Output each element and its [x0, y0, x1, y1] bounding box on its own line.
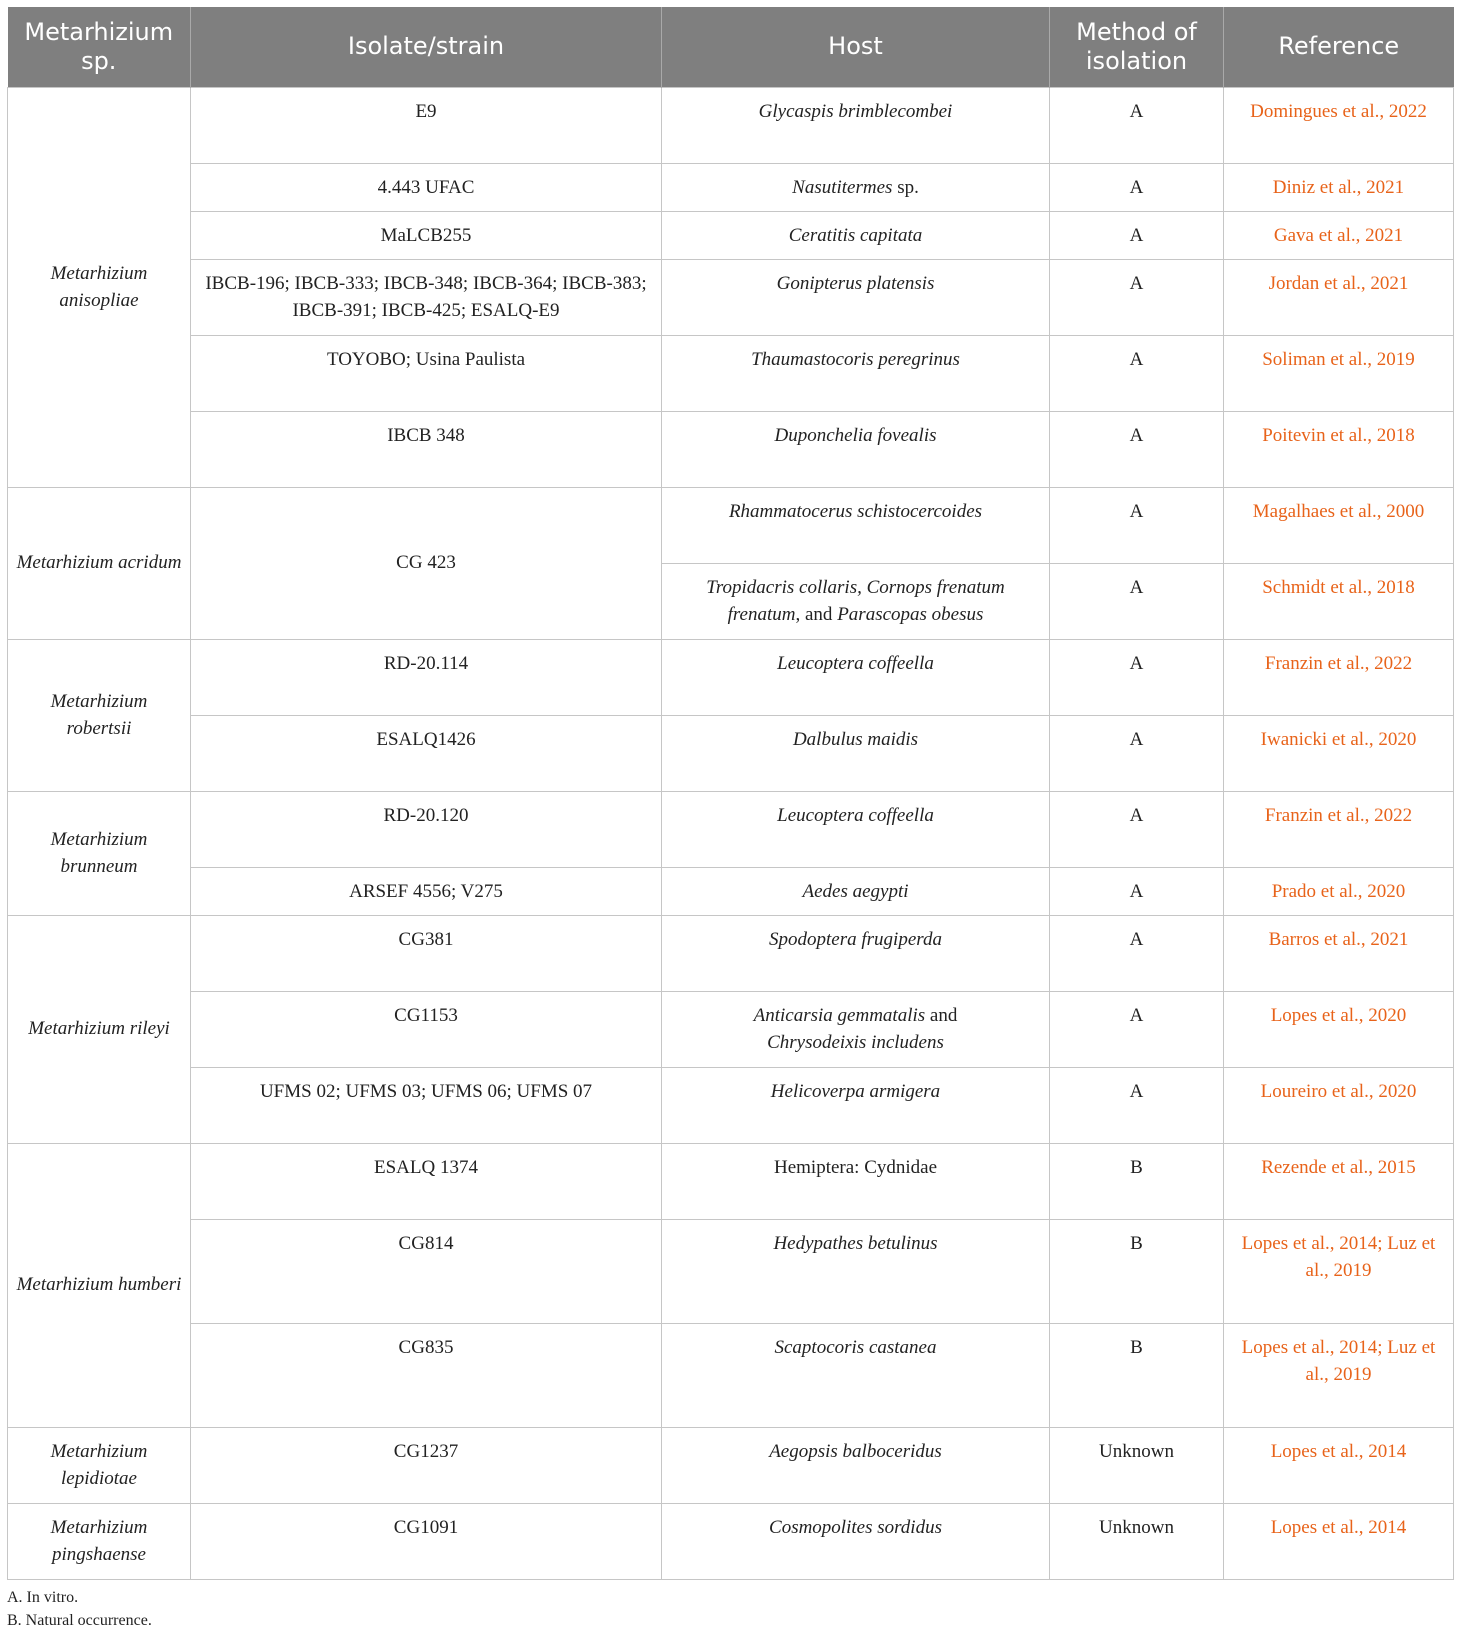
isolate-cell: E9: [191, 87, 662, 163]
host-species-a: Anticarsia gemmatalis: [753, 1004, 926, 1026]
host-species-a: Tropidacris collaris, Cornops frenatum frenatum: [706, 576, 1005, 625]
host-cell: Duponchelia fovealis: [662, 411, 1050, 487]
isolate-cell: MaLCB255: [191, 211, 662, 259]
reference-link[interactable]: Lopes et al., 2020: [1224, 991, 1454, 1067]
method-cell: A: [1050, 639, 1224, 715]
method-cell: Unknown: [1050, 1503, 1224, 1579]
host-cell: [662, 163, 1050, 211]
table-row: [8, 87, 1454, 163]
table-row: [8, 915, 1454, 991]
host-cell: [662, 563, 1050, 639]
species-cell: Metarhizium robertsii: [8, 639, 191, 791]
method-cell: B: [1050, 1143, 1224, 1219]
reference-link[interactable]: Prado et al., 2020: [1224, 867, 1454, 915]
species-cell: Metarhizium anisopliae: [8, 87, 191, 487]
header-method: Method of isolation: [1050, 7, 1224, 87]
table-row: [8, 1427, 1454, 1503]
reference-link[interactable]: Jordan et al., 2021: [1224, 259, 1454, 335]
method-cell: A: [1050, 1067, 1224, 1143]
table-row: [8, 1143, 1454, 1219]
reference-link[interactable]: Soliman et al., 2019: [1224, 335, 1454, 411]
host-cell: Leucoptera coffeella: [662, 639, 1050, 715]
header-host: Host: [662, 7, 1050, 87]
host-species-b: Chrysodeixis includens: [767, 1032, 944, 1053]
reference-link[interactable]: Franzin et al., 2022: [1224, 639, 1454, 715]
species-cell: Metarhizium acridum: [8, 487, 191, 639]
reference-link[interactable]: Poitevin et al., 2018: [1224, 411, 1454, 487]
method-cell: A: [1050, 791, 1224, 867]
reference-link[interactable]: Franzin et al., 2022: [1224, 791, 1454, 867]
method-cell: Unknown: [1050, 1427, 1224, 1503]
isolate-cell: RD-20.114: [191, 639, 662, 715]
isolate-cell: 4.443 UFAC: [191, 163, 662, 211]
isolate-cell: ARSEF 4556; V275: [191, 867, 662, 915]
table-row: [8, 791, 1454, 867]
reference-link[interactable]: Gava et al., 2021: [1224, 211, 1454, 259]
host-cell: Gonipterus platensis: [662, 259, 1050, 335]
reference-link[interactable]: Barros et al., 2021: [1224, 915, 1454, 991]
table-row: [8, 335, 1454, 411]
method-cell: A: [1050, 563, 1224, 639]
method-cell: A: [1050, 411, 1224, 487]
method-cell: B: [1050, 1219, 1224, 1323]
footnote-b: B. Natural occurrence.: [7, 1612, 152, 1629]
method-cell: A: [1050, 715, 1224, 791]
method-cell: A: [1050, 915, 1224, 991]
isolate-cell: IBCB 348: [191, 411, 662, 487]
table-container: [7, 7, 1453, 1580]
header-reference: Reference: [1224, 7, 1454, 87]
host-genus: Nasutitermes: [792, 176, 893, 198]
method-cell: B: [1050, 1323, 1224, 1427]
species-cell: Metarhizium pingshaense: [8, 1503, 191, 1579]
reference-link[interactable]: Iwanicki et al., 2020: [1224, 715, 1454, 791]
isolate-cell: CG814: [191, 1219, 662, 1323]
species-cell: Metarhizium humberi: [8, 1143, 191, 1427]
host-cell: Hemiptera: Cydnidae: [662, 1143, 1050, 1219]
host-cell: Rhammatocerus schistocercoides: [662, 487, 1050, 563]
metarhizium-table: [7, 7, 1454, 1580]
reference-link[interactable]: Lopes et al., 2014: [1224, 1503, 1454, 1579]
isolate-cell: TOYOBO; Usina Paulista: [191, 335, 662, 411]
host-cell: Hedypathes betulinus: [662, 1219, 1050, 1323]
method-cell: A: [1050, 259, 1224, 335]
host-cell: Spodoptera frugiperda: [662, 915, 1050, 991]
table-row: [8, 259, 1454, 335]
host-cell: Helicoverpa armigera: [662, 1067, 1050, 1143]
reference-link[interactable]: Lopes et al., 2014; Luz et al., 2019: [1224, 1323, 1454, 1427]
host-species-b: Parascopas obesus: [837, 604, 984, 625]
isolate-cell: CG1091: [191, 1503, 662, 1579]
footnotes: [7, 1586, 152, 1632]
host-cell: Aedes aegypti: [662, 867, 1050, 915]
host-cell: Scaptocoris castanea: [662, 1323, 1050, 1427]
host-connector: , and: [795, 604, 838, 625]
host-cell: Leucoptera coffeella: [662, 791, 1050, 867]
header-isolate: Isolate/strain: [191, 7, 662, 87]
table-row: [8, 1323, 1454, 1427]
isolate-cell: UFMS 02; UFMS 03; UFMS 06; UFMS 07: [191, 1067, 662, 1143]
table-row: [8, 211, 1454, 259]
isolate-cell: IBCB-196; IBCB-333; IBCB-348; IBCB-364; IBCB-383; IBCB-391; IBCB-425; ESALQ-E9: [191, 259, 662, 335]
isolate-cell: CG1237: [191, 1427, 662, 1503]
host-cell: Dalbulus maidis: [662, 715, 1050, 791]
footnote-a: A. In vitro.: [7, 1589, 79, 1606]
host-cell: [662, 991, 1050, 1067]
species-cell: Metarhizium brunneum: [8, 791, 191, 915]
table-row: [8, 1067, 1454, 1143]
reference-link[interactable]: Rezende et al., 2015: [1224, 1143, 1454, 1219]
method-cell: A: [1050, 867, 1224, 915]
reference-link[interactable]: Lopes et al., 2014; Luz et al., 2019: [1224, 1219, 1454, 1323]
table-row: [8, 163, 1454, 211]
table-row: [8, 487, 1454, 563]
method-cell: A: [1050, 211, 1224, 259]
header-species: Metarhizium sp.: [8, 7, 191, 87]
method-cell: A: [1050, 991, 1224, 1067]
isolate-cell: CG835: [191, 1323, 662, 1427]
isolate-cell: CG 423: [191, 487, 662, 639]
host-cell: Glycaspis brimblecombei: [662, 87, 1050, 163]
host-suffix: sp.: [892, 176, 919, 198]
host-cell: Cosmopolites sordidus: [662, 1503, 1050, 1579]
table-row: [8, 1503, 1454, 1579]
reference-link[interactable]: Magalhaes et al., 2000: [1224, 487, 1454, 563]
host-cell: Aegopsis balboceridus: [662, 1427, 1050, 1503]
isolate-cell: CG1153: [191, 991, 662, 1067]
table-row: [8, 867, 1454, 915]
table-row: [8, 639, 1454, 715]
host-connector: and: [925, 1004, 958, 1026]
reference-link[interactable]: Schmidt et al., 2018: [1224, 563, 1454, 639]
method-cell: A: [1050, 163, 1224, 211]
reference-link[interactable]: Loureiro et al., 2020: [1224, 1067, 1454, 1143]
table-row: [8, 411, 1454, 487]
host-cell: Ceratitis capitata: [662, 211, 1050, 259]
method-cell: A: [1050, 87, 1224, 163]
table-row: [8, 1219, 1454, 1323]
reference-link[interactable]: Diniz et al., 2021: [1224, 163, 1454, 211]
isolate-cell: CG381: [191, 915, 662, 991]
isolate-cell: ESALQ1426: [191, 715, 662, 791]
isolate-cell: RD-20.120: [191, 791, 662, 867]
table-row: [8, 715, 1454, 791]
method-cell: A: [1050, 487, 1224, 563]
reference-link[interactable]: Domingues et al., 2022: [1224, 87, 1454, 163]
isolate-cell: ESALQ 1374: [191, 1143, 662, 1219]
species-cell: Metarhizium rileyi: [8, 915, 191, 1143]
header-row: [8, 7, 1454, 87]
table-row: [8, 991, 1454, 1067]
method-cell: A: [1050, 335, 1224, 411]
species-cell: Metarhizium lepidiotae: [8, 1427, 191, 1503]
reference-link[interactable]: Lopes et al., 2014: [1224, 1427, 1454, 1503]
host-cell: Thaumastocoris peregrinus: [662, 335, 1050, 411]
